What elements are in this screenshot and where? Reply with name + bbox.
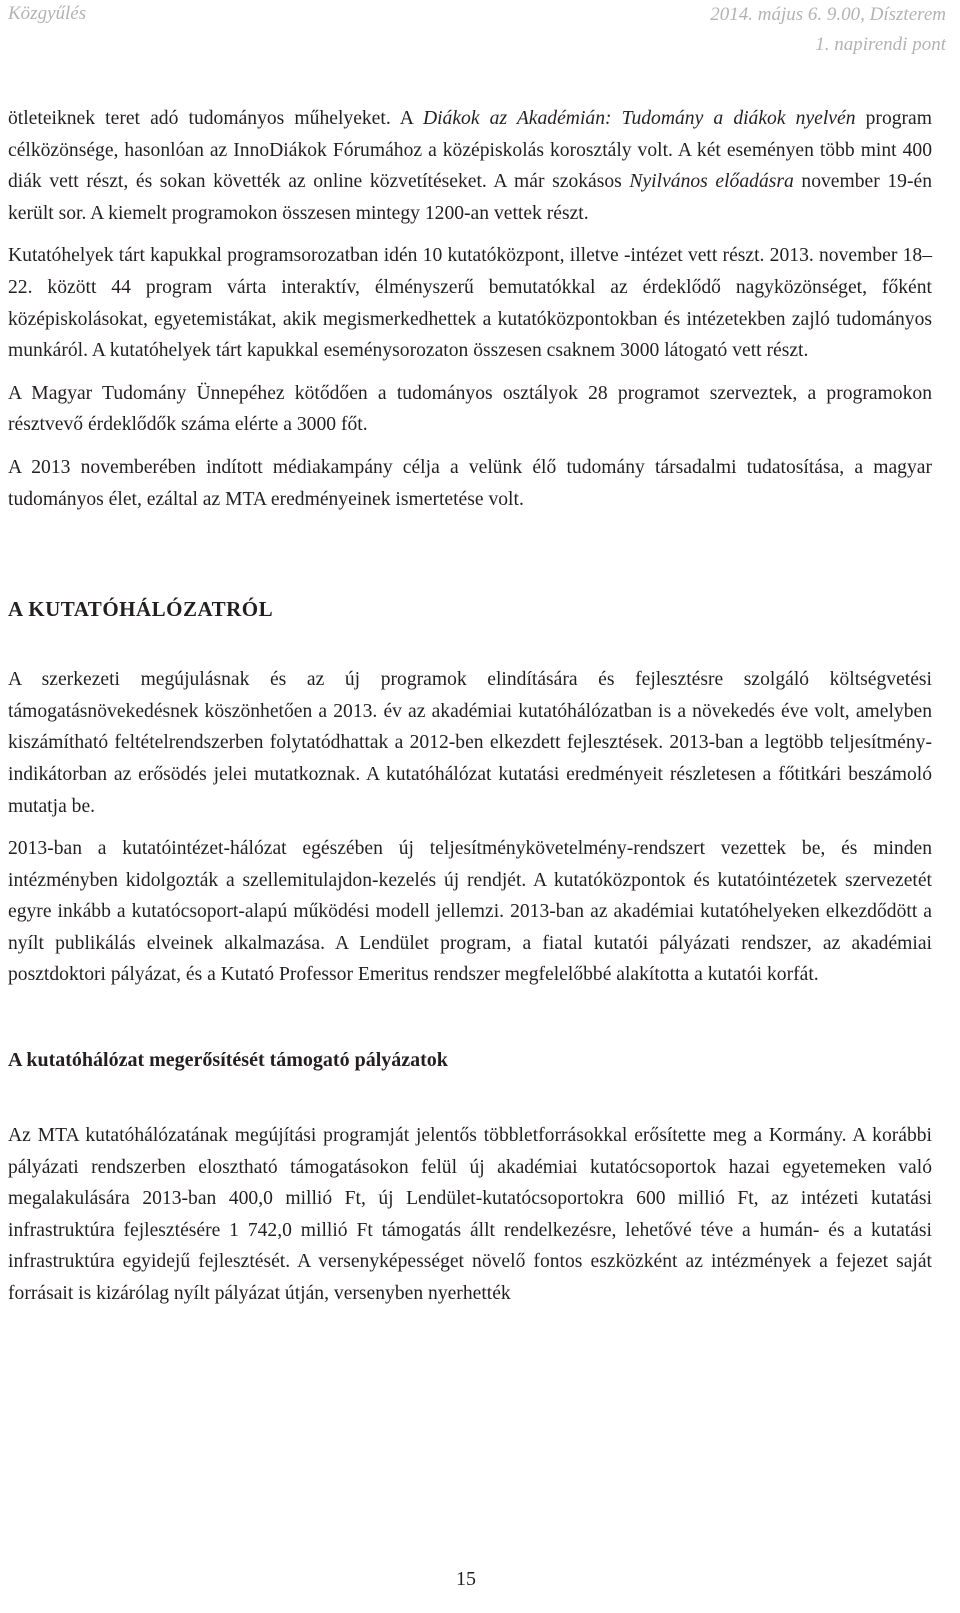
page-number: 15 (456, 1568, 476, 1590)
paragraph-4: A 2013 novemberében indított médiakampány célja a velünk élő tudomány társadalmi tudatosítása, a magyar tudományos élet, ezáltal az MTA eredményeinek ismertetése volt. (8, 456, 932, 510)
paragraph-2: Kutatóhelyek tárt kapukkal programsorozatban idén 10 kutatóközpont, illetve -intézet vett részt. 2013. november 18–22. között 44 program várta interaktív, élményszerű bemutatókkal az érdeklődő nagyközönséget, főként középiskolásokat, egyetemistákat, akik megismerkedhettek a kutatóközpontokban és intézetekben zajló tudományos munkáról. A kutatóhelyek tárt kapukkal eseménysorozaton összesen csaknem 3000 látogató vett részt. (8, 245, 932, 362)
paragraph-1-text-a: ötleteiknek teret adó tudományos műhelyeket. A (8, 108, 423, 129)
header-left: Közgyűlés (8, 3, 87, 24)
section1-paragraph-1: A szerkezeti megújulásnak és az új programok elindítására és fejlesztésre szolgáló költségvetési támogatásnövekedésnek köszönhetően a 2013. év az akadémiai kutatóhálózatban is a növekedés éve volt, amelyben kiszámítható feltételrendszerben folytatódhattak a 2012-ben elkezdett fejlesztések. 2013-ban a legtöbb teljesítmény-indikátorban az erősödés jelei mutatkoznak. A kutatóhálózat kutatási eredményeit részletesen a főtitkári beszámoló mutatja be. (8, 669, 932, 817)
section2-paragraph-1: Az MTA kutatóhálózatának megújítási programját jelentős többletforrásokkal erősítette meg a Kormány. A korábbi pályázati rendszerben elosztható támogatásokon felül új akadémiai kutatócsoportok hazai egyetemeken való megalakulására 2013-ban 400,0 millió Ft, új Lendület-kutatócsoportokra 600 millió Ft, az intézeti kutatási infrastruktúra fejlesztésére 1 742,0 millió Ft támogatás állt rendelkezésre, lehetővé téve a humán- és a kutatási infrastruktúra egyidejű fejlesztését. A versenyképességet növelő fontos eszközként az intézmények a fejezet saját forrásait is kizárólag nyílt pályázat útján, versenyben nyerhették (8, 1125, 932, 1305)
header-agenda: 1. napirendi pont (815, 34, 946, 55)
header-date: 2014. május 6. 9.00, Díszterem (710, 4, 946, 25)
paragraph-3: A Magyar Tudomány Ünnepéhez kötődően a tudományos osztályok 28 programot szerveztek, a programokon résztvevő érdeklődők száma elérte a 3000 főt. (8, 382, 932, 436)
paragraph-1 (8, 103, 932, 229)
paragraph-1-text-b: program célközönsége, hasonlóan az InnoDiákok Fórumához a középiskolás korosztály volt. A két eseményen több mint 400 diák vett részt, és sokan követték az online közvetítéseket. A már szokásos (8, 108, 932, 193)
paragraph-1-text-c: november 19-én került sor. A kiemelt programokon összesen mintegy 1200-an vettek részt. (8, 171, 933, 224)
paragraph-1-italic-b: Nyilvános előadásra (629, 171, 794, 193)
header-right (710, 0, 946, 60)
section-heading-palyazatok: A kutatóhálózat megerősítését támogató pályázatok (8, 1049, 448, 1072)
section-heading-kutatohalozat: A KUTATÓHÁLÓZATRÓL (8, 597, 274, 622)
document-body (8, 103, 932, 1310)
section1-paragraph-2: 2013-ban a kutatóintézet-hálózat egészében új teljesítménykövetelmény-rendszert vezettek be, és minden intézményben kidolgozták a szellemitulajdon-kezelés új rendjét. A kutatóközpontok és kutatóintézetek szervezetét egyre inkább a kutatócsoport-alapú működési modell jellemzi. 2013-ban az akadémiai kutatóhelyeken elkezdődött a nyílt publikálás elveinek alkalmazása. A Lendület program, a fiatal kutatói pályázati rendszer, az akadémiai posztdoktori pályázat, és a Kutató Professor Emeritus rendszer megfelelőbbé alakította a kutatói korfát. (8, 838, 932, 986)
paragraph-1-italic-a: Diákok az Akadémián: Tudomány a diákok nyelvén (422, 108, 856, 129)
